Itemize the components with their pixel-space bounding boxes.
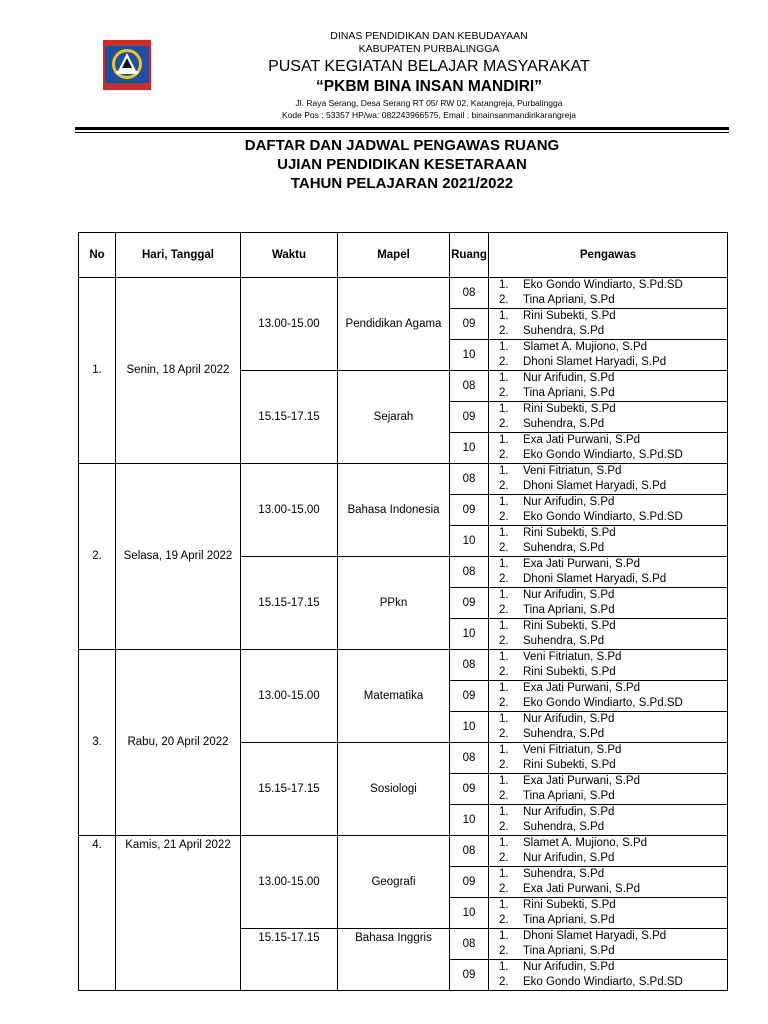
supervisor-entry — [499, 479, 723, 494]
supervisor-entry — [499, 867, 723, 882]
row-supervisors — [489, 681, 728, 712]
supervisor-number: 1. — [499, 744, 509, 756]
supervisor-entry — [499, 681, 723, 696]
supervisor-name: Eko Gondo Windiarto, S.Pd.SD — [523, 511, 683, 523]
supervisor-entry — [499, 557, 723, 572]
supervisor-number: 1. — [499, 651, 509, 663]
supervisor-entry — [499, 836, 723, 851]
row-room: 09 — [450, 774, 489, 805]
supervisor-number: 2. — [499, 387, 509, 399]
supervisor-number: 1. — [499, 434, 509, 446]
row-room: 09 — [450, 960, 489, 991]
supervisor-number: 2. — [499, 914, 509, 926]
row-supervisors — [489, 619, 728, 650]
supervisor-name: Tina Apriani, S.Pd — [523, 294, 615, 306]
letterhead — [170, 30, 688, 121]
supervisor-number: 1. — [499, 837, 509, 849]
supervisor-name: Dhoni Slamet Haryadi, S.Pd — [523, 930, 667, 942]
supervisor-entry — [499, 743, 723, 758]
supervisor-name: Suhendra, S.Pd — [523, 325, 605, 337]
row-time: 13.00-15.00 — [241, 464, 338, 557]
row-subject: Bahasa Inggris — [338, 929, 450, 991]
supervisor-entry — [499, 913, 723, 928]
row-room: 10 — [450, 898, 489, 929]
row-room: 10 — [450, 433, 489, 464]
supervisor-name: Tina Apriani, S.Pd — [523, 604, 615, 616]
row-room: 10 — [450, 805, 489, 836]
supervisor-number: 2. — [499, 945, 509, 957]
row-subject: Sejarah — [338, 371, 450, 464]
supervisor-number: 1. — [499, 465, 509, 477]
row-supervisors — [489, 805, 728, 836]
supervisor-entry — [499, 355, 723, 370]
supervisor-entry — [499, 572, 723, 587]
row-room: 08 — [450, 371, 489, 402]
row-supervisors — [489, 309, 728, 340]
supervisor-name: Dhoni Slamet Haryadi, S.Pd — [523, 573, 667, 585]
supervisor-name: Exa Jati Purwani, S.Pd — [523, 682, 640, 694]
supervisor-entry — [499, 324, 723, 339]
supervisor-entry — [499, 448, 723, 463]
row-time: 13.00-15.00 — [241, 836, 338, 929]
supervisor-entry — [499, 526, 723, 541]
header-no: No — [79, 233, 116, 278]
supervisor-entry — [499, 882, 723, 897]
supervisor-entry — [499, 712, 723, 727]
supervisor-number: 2. — [499, 666, 509, 678]
row-supervisors — [489, 340, 728, 371]
supervisor-number: 1. — [499, 558, 509, 570]
row-supervisors — [489, 898, 728, 929]
supervisor-entry — [499, 309, 723, 324]
row-supervisors — [489, 557, 728, 588]
row-time: 13.00-15.00 — [241, 650, 338, 743]
supervisor-entry — [499, 929, 723, 944]
supervisor-name: Eko Gondo Windiarto, S.Pd.SD — [523, 449, 683, 461]
row-subject: Geografi — [338, 836, 450, 929]
supervisor-number: 2. — [499, 759, 509, 771]
supervisor-name: Nur Arifudin, S.Pd — [523, 806, 615, 818]
row-time: 15.15-17.15 — [241, 743, 338, 836]
row-room: 09 — [450, 588, 489, 619]
row-room: 08 — [450, 464, 489, 495]
supervisor-number: 2. — [499, 294, 509, 306]
header-day-date: Hari, Tanggal — [116, 233, 241, 278]
header-address: Jl. Raya Serang, Desa Serang RT 05/ RW 02, Karangreja, Purbalingga — [295, 98, 563, 108]
header-agency: DINAS PENDIDIKAN DAN KEBUDAYAAN — [330, 30, 528, 42]
supervisor-number: 2. — [499, 480, 509, 492]
supervisor-name: Eko Gondo Windiarto, S.Pd.SD — [523, 697, 683, 709]
supervisor-number: 2. — [499, 418, 509, 430]
header-time: Waktu — [241, 233, 338, 278]
supervisor-number: 1. — [499, 806, 509, 818]
header-room: Ruang — [450, 233, 489, 278]
row-time: 15.15-17.15 — [241, 371, 338, 464]
supervisor-name: Nur Arifudin, S.Pd — [523, 372, 615, 384]
header-divider-thin — [75, 132, 729, 133]
supervisor-number: 2. — [499, 325, 509, 337]
supervisor-number: 2. — [499, 852, 509, 864]
supervisor-entry — [499, 510, 723, 525]
row-supervisors — [489, 650, 728, 681]
supervisor-number: 1. — [499, 372, 509, 384]
row-day-date: Rabu, 20 April 2022 — [116, 650, 241, 836]
supervisor-name: Tina Apriani, S.Pd — [523, 914, 615, 926]
supervisor-entry — [499, 960, 723, 975]
row-number: 1. — [79, 278, 116, 464]
supervisor-number: 2. — [499, 356, 509, 368]
row-subject: Pendidikan Agama — [338, 278, 450, 371]
supervisor-entry — [499, 851, 723, 866]
header-institution: “PKBM BINA INSAN MANDIRI” — [316, 78, 542, 95]
row-room: 09 — [450, 495, 489, 526]
header-regency: KABUPATEN PURBALINGGA — [358, 43, 500, 55]
row-number: 2. — [79, 464, 116, 650]
row-time: 15.15-17.15 — [241, 557, 338, 650]
row-room: 09 — [450, 681, 489, 712]
header-subject: Mapel — [338, 233, 450, 278]
row-subject: Sosiologi — [338, 743, 450, 836]
row-supervisors — [489, 371, 728, 402]
table-header-row — [79, 233, 728, 278]
title-line-3: TAHUN PELAJARAN 2021/2022 — [290, 175, 514, 192]
supervisor-name: Exa Jati Purwani, S.Pd — [523, 883, 640, 895]
row-room: 09 — [450, 867, 489, 898]
row-room: 10 — [450, 526, 489, 557]
supervisor-number: 2. — [499, 604, 509, 616]
supervisor-name: Rini Subekti, S.Pd — [523, 666, 616, 678]
supervisor-number: 2. — [499, 573, 509, 585]
supervisor-entry — [499, 541, 723, 556]
supervisor-number: 1. — [499, 682, 509, 694]
supervisor-number: 1. — [499, 961, 509, 973]
supervisor-entry — [499, 588, 723, 603]
supervisor-name: Rini Subekti, S.Pd — [523, 527, 616, 539]
row-supervisors — [489, 929, 728, 960]
table-row — [79, 650, 728, 681]
supervisor-name: Eko Gondo Windiarto, S.Pd.SD — [523, 279, 683, 291]
supervisor-number: 1. — [499, 930, 509, 942]
row-subject: PPkn — [338, 557, 450, 650]
supervisor-name: Nur Arifudin, S.Pd — [523, 589, 615, 601]
row-day-date: Kamis, 21 April 2022 — [116, 836, 241, 991]
supervisor-name: Slamet A. Mujiono, S.Pd — [523, 341, 648, 353]
supervisor-name: Slamet A. Mujiono, S.Pd — [523, 837, 648, 849]
header-center: PUSAT KEGIATAN BELAJAR MASYARAKAT — [268, 58, 590, 75]
supervisor-name: Suhendra, S.Pd — [523, 868, 605, 880]
supervisor-name: Nur Arifudin, S.Pd — [523, 496, 615, 508]
supervisor-number: 2. — [499, 790, 509, 802]
row-time: 13.00-15.00 — [241, 278, 338, 371]
supervisor-number: 1. — [499, 589, 509, 601]
row-room: 08 — [450, 929, 489, 960]
supervisor-name: Suhendra, S.Pd — [523, 821, 605, 833]
row-room: 08 — [450, 557, 489, 588]
document-title — [75, 136, 729, 193]
supervisor-number: 1. — [499, 775, 509, 787]
row-room: 08 — [450, 278, 489, 309]
supervisor-number: 2. — [499, 697, 509, 709]
supervisor-entry — [499, 417, 723, 432]
row-time: 15.15-17.15 — [241, 929, 338, 991]
supervisor-name: Rini Subekti, S.Pd — [523, 620, 616, 632]
supervisor-number: 1. — [499, 713, 509, 725]
table-row — [79, 278, 728, 309]
row-supervisors — [489, 960, 728, 991]
table-row — [79, 464, 728, 495]
supervisor-name: Exa Jati Purwani, S.Pd — [523, 775, 640, 787]
row-supervisors — [489, 526, 728, 557]
row-supervisors — [489, 867, 728, 898]
supervisor-entry — [499, 805, 723, 820]
supervisor-name: Suhendra, S.Pd — [523, 542, 605, 554]
supervisor-entry — [499, 898, 723, 913]
row-room: 09 — [450, 309, 489, 340]
row-supervisors — [489, 402, 728, 433]
supervisor-entry — [499, 386, 723, 401]
row-number: 3. — [79, 650, 116, 836]
supervisor-number: 2. — [499, 728, 509, 740]
supervisor-name: Suhendra, S.Pd — [523, 418, 605, 430]
supervisor-number: 1. — [499, 310, 509, 322]
schedule-table — [78, 232, 728, 991]
supervisor-number: 1. — [499, 868, 509, 880]
supervisor-number: 2. — [499, 511, 509, 523]
row-room: 08 — [450, 836, 489, 867]
supervisor-entry — [499, 975, 723, 990]
supervisor-number: 1. — [499, 341, 509, 353]
supervisor-name: Veni Fitriatun, S.Pd — [523, 651, 622, 663]
supervisor-number: 2. — [499, 449, 509, 461]
supervisor-entry — [499, 650, 723, 665]
supervisor-name: Rini Subekti, S.Pd — [523, 759, 616, 771]
supervisor-number: 1. — [499, 279, 509, 291]
row-supervisors — [489, 774, 728, 805]
supervisor-entry — [499, 340, 723, 355]
supervisor-entry — [499, 696, 723, 711]
supervisor-number: 2. — [499, 976, 509, 988]
row-supervisors — [489, 433, 728, 464]
supervisor-number: 1. — [499, 899, 509, 911]
row-supervisors — [489, 743, 728, 774]
title-line-1: DAFTAR DAN JADWAL PENGAWAS RUANG — [244, 137, 560, 154]
row-subject: Matematika — [338, 650, 450, 743]
row-room: 09 — [450, 402, 489, 433]
supervisor-entry — [499, 278, 723, 293]
supervisor-number: 1. — [499, 620, 509, 632]
row-supervisors — [489, 278, 728, 309]
supervisor-number: 2. — [499, 821, 509, 833]
supervisor-name: Exa Jati Purwani, S.Pd — [523, 558, 640, 570]
supervisor-entry — [499, 433, 723, 448]
supervisor-number: 1. — [499, 403, 509, 415]
supervisor-entry — [499, 944, 723, 959]
supervisor-entry — [499, 464, 723, 479]
header-contact: Kode Pos : 53357 HP/wa: 082243966575, Email : binainsanmandirikarangreja — [282, 110, 576, 120]
supervisor-number: 2. — [499, 635, 509, 647]
supervisor-entry — [499, 371, 723, 386]
supervisor-entry — [499, 789, 723, 804]
row-day-date: Senin, 18 April 2022 — [116, 278, 241, 464]
row-supervisors — [489, 495, 728, 526]
supervisor-number: 2. — [499, 883, 509, 895]
row-room: 10 — [450, 619, 489, 650]
supervisor-name: Suhendra, S.Pd — [523, 635, 605, 647]
row-subject: Bahasa Indonesia — [338, 464, 450, 557]
header-divider-thick — [75, 127, 729, 130]
supervisor-entry — [499, 634, 723, 649]
row-supervisors — [489, 588, 728, 619]
supervisor-entry — [499, 603, 723, 618]
pkbm-logo — [102, 39, 152, 91]
supervisor-name: Suhendra, S.Pd — [523, 728, 605, 740]
supervisor-name: Veni Fitriatun, S.Pd — [523, 465, 622, 477]
header-supervisors: Pengawas — [489, 233, 728, 278]
supervisor-name: Dhoni Slamet Haryadi, S.Pd — [523, 480, 667, 492]
row-room: 10 — [450, 712, 489, 743]
row-supervisors — [489, 712, 728, 743]
supervisor-name: Tina Apriani, S.Pd — [523, 790, 615, 802]
supervisor-number: 2. — [499, 542, 509, 554]
supervisor-name: Exa Jati Purwani, S.Pd — [523, 434, 640, 446]
row-supervisors — [489, 836, 728, 867]
supervisor-name: Nur Arifudin, S.Pd — [523, 713, 615, 725]
schedule-body — [79, 278, 728, 991]
supervisor-name: Dhoni Slamet Haryadi, S.Pd — [523, 356, 667, 368]
supervisor-entry — [499, 820, 723, 835]
supervisor-name: Rini Subekti, S.Pd — [523, 899, 616, 911]
table-row — [79, 836, 728, 867]
row-supervisors — [489, 464, 728, 495]
supervisor-entry — [499, 293, 723, 308]
row-number: 4. — [79, 836, 116, 991]
supervisor-name: Nur Arifudin, S.Pd — [523, 852, 615, 864]
supervisor-entry — [499, 665, 723, 680]
row-room: 10 — [450, 340, 489, 371]
supervisor-entry — [499, 619, 723, 634]
supervisor-entry — [499, 727, 723, 742]
row-room: 08 — [450, 743, 489, 774]
row-day-date: Selasa, 19 April 2022 — [116, 464, 241, 650]
supervisor-entry — [499, 402, 723, 417]
supervisor-name: Rini Subekti, S.Pd — [523, 310, 616, 322]
supervisor-entry — [499, 495, 723, 510]
supervisor-name: Tina Apriani, S.Pd — [523, 945, 615, 957]
row-room: 08 — [450, 650, 489, 681]
supervisor-number: 1. — [499, 496, 509, 508]
supervisor-number: 1. — [499, 527, 509, 539]
supervisor-name: Rini Subekti, S.Pd — [523, 403, 616, 415]
supervisor-name: Veni Fitriatun, S.Pd — [523, 744, 622, 756]
title-line-2: UJIAN PENDIDIKAN KESETARAAN — [277, 156, 527, 173]
supervisor-name: Tina Apriani, S.Pd — [523, 387, 615, 399]
supervisor-entry — [499, 758, 723, 773]
supervisor-name: Eko Gondo Windiarto, S.Pd.SD — [523, 976, 683, 988]
supervisor-entry — [499, 774, 723, 789]
supervisor-name: Nur Arifudin, S.Pd — [523, 961, 615, 973]
